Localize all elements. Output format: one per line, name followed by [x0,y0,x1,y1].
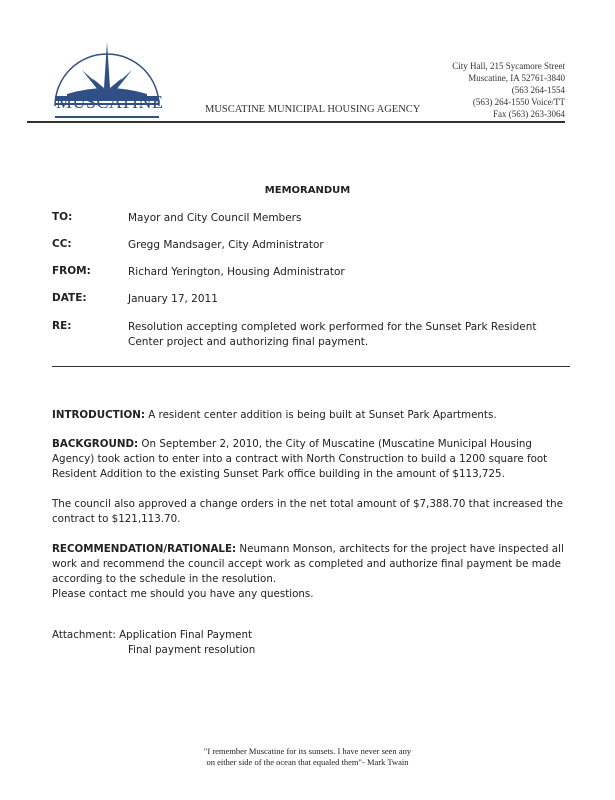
phone-line: (563 264-1554 [511,85,565,95]
recommendation-text: Neumann Monson, architects for the project have inspected all work and recommend the council accept work as completed and authorize final payment be made according to the schedule in the resolution. [52,543,564,585]
introduction-label: INTRODUCTION: [52,409,145,421]
header-divider [27,121,565,123]
attachment-item: Final payment resolution [128,644,256,656]
from-value: Richard Yerington, Housing Administrator [128,266,345,278]
logo-text: MUSCATINE [56,92,164,112]
to-value: Mayor and City Council Members [128,212,302,224]
cc-label: CC: [52,238,72,250]
attachments [52,628,572,658]
background-text: On September 2, 2010, the City of Muscatine (Muscatine Municipal Housing Agency) took action to enter into a contract with North Construction to build a 1200 square foot Resident Addition to the existing Sunset Park office building in the amount of $113,725. [52,438,548,480]
attachment-label: Attachment: [52,629,116,641]
re-value: Resolution accepting completed work performed for the Sunset Park Resident Center project and authorizing final payment. [128,321,537,348]
attachment-item: Application Final Payment [119,629,253,641]
background-paragraph [52,437,572,482]
fax-line: Fax (563) 263-3064 [493,109,565,119]
change-orders-paragraph: The council also approved a change orders in the net total amount of $7,388.70 that increased the contract to $121,113.70. [52,498,563,525]
quote-line: on either side of the ocean that equaled them"- Mark Twain [206,757,409,767]
date-label: DATE: [52,292,87,304]
to-label: TO: [52,211,73,223]
background-label: BACKGROUND: [52,438,139,450]
date-value: January 17, 2011 [128,293,218,305]
memo-divider [52,366,570,367]
phone-line: (563) 264-1550 Voice/TT [472,97,565,107]
recommendation-label: RECOMMENDATION/RATIONALE: [52,543,237,555]
cc-value: Gregg Mandsager, City Administrator [128,239,324,251]
recommendation-paragraph [52,542,572,587]
agency-address [452,60,565,120]
contact-paragraph: Please contact me should you have any questions. [52,588,314,600]
address-line: Muscatine, IA 52761-3840 [468,73,565,83]
footer-quote [0,746,615,768]
re-label: RE: [52,320,72,332]
from-label: FROM: [52,265,91,277]
introduction-paragraph [52,408,572,423]
agency-name: MUSCATINE MUNICIPAL HOUSING AGENCY [205,104,421,115]
quote-line: "I remember Muscatine for its sunsets. I have never seen any [203,746,412,756]
introduction-text: A resident center addition is being built at Sunset Park Apartments. [144,409,497,421]
memo-title: MEMORANDUM [264,185,351,196]
address-line: City Hall, 215 Sycamore Street [452,61,565,71]
